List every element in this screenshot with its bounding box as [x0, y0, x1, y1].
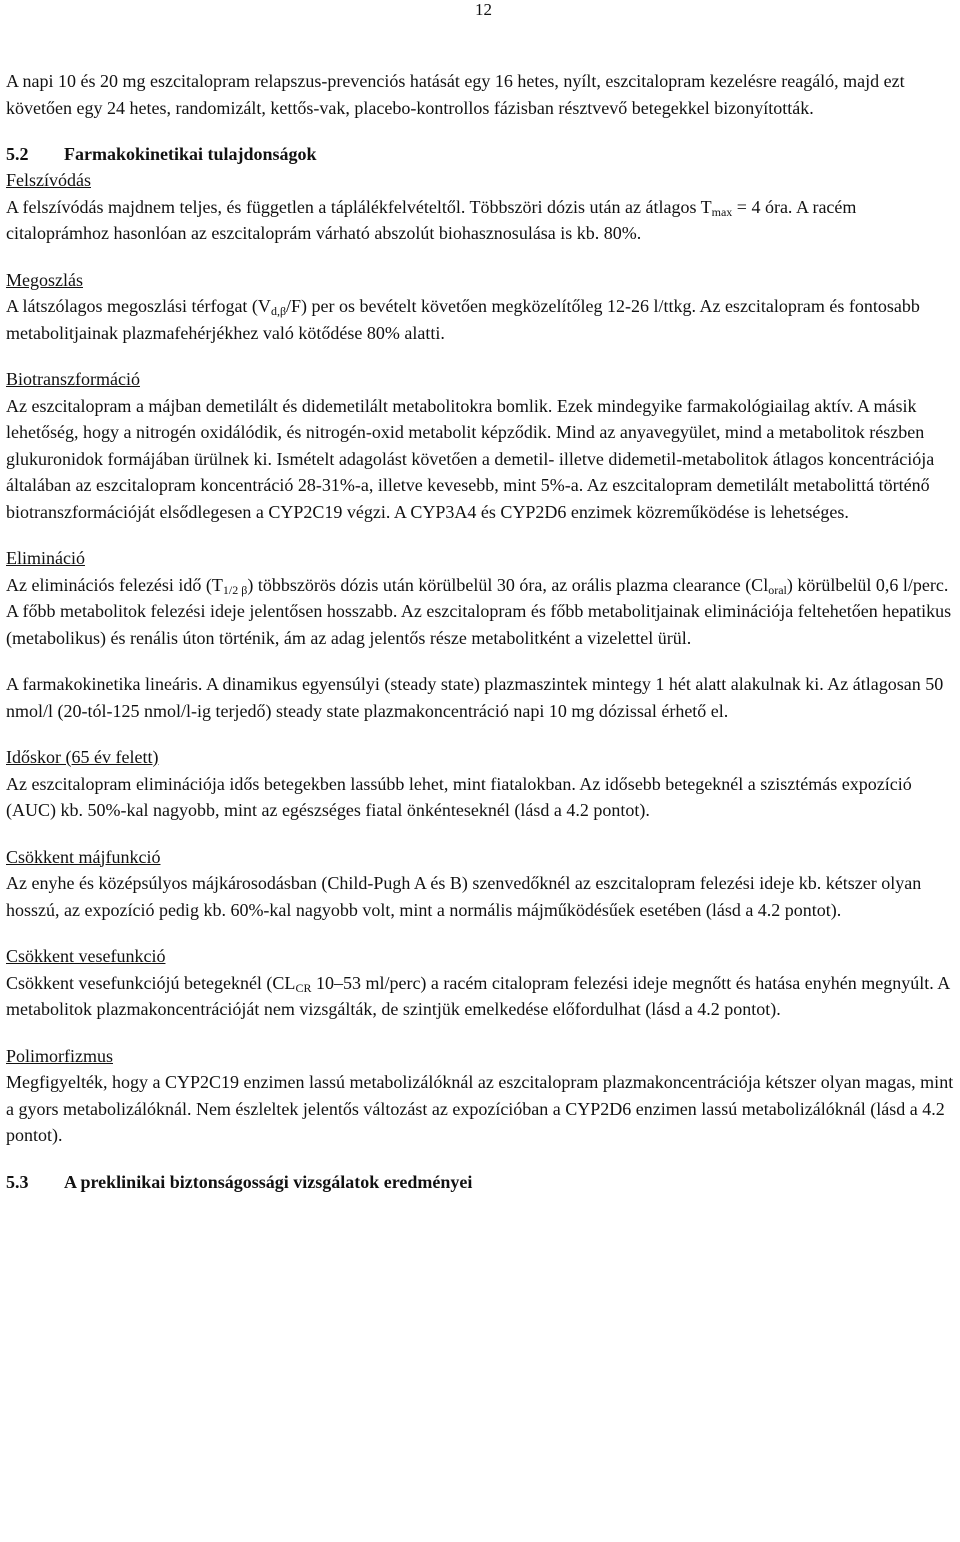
page-number: 12	[475, 0, 492, 19]
renal-text: Csökkent vesefunkciójú betegeknél ($CL_{CR}$ 10–53 ml/perc) a racém citalopram felezési ideje megnőtt és hatása enyhén megnyúlt. A metabolitok plazmakoncentrációját nem vizsgálták, de szintjük emelkedése előfordulhat (lásd a 4.2 pontot).	[6, 972, 950, 1019]
section-5-2-heading	[6, 141, 956, 167]
hepatic-section	[6, 844, 956, 924]
polymorphism-heading: Polimorfizmus	[6, 1045, 113, 1066]
elimination-heading: Elimináció	[6, 548, 85, 568]
biotransformation-text: Az eszcitalopram a májban demetilált és didemetilált metabolitokra bomlik. Ezek mindegyike farmakológiailag aktív. A másik lehetőség, hogy a nitrogén oxidálódik, és nitrogén-oxid metabolit képződik. Mind az anyavegyület, mind a metabolitok részben glukuronidok formájában ürülnek ki. Ismételt adagolást követően a demetil- illetve didemetil-metabolitok átlagos koncentrációja általában az eszcitalopram koncentráció 28-31%-a, illetve kevesebb, mint 5%-a. Az eszcitalopram demetilált metabolittá történő biotranszformációját elsődlegesen a CYP2C19 végzi. A CYP3A4 és CYP2D6 enzimek közreműködése is lehetséges.	[6, 395, 935, 522]
polymorphism-section	[6, 1043, 956, 1149]
absorption-section	[6, 167, 956, 247]
elderly-heading: Időskor (65 év felett)	[6, 747, 159, 767]
distribution-heading: Megoszlás	[6, 269, 83, 290]
hepatic-heading: Csökkent májfunkció	[6, 846, 161, 867]
polymorphism-text: Megfigyelték, hogy a CYP2C19 enzimen lassú metabolizálóknál az eszcitalopram plazmakoncentrációja kétszer olyan magas, mint a gyors metabolizálóknál. Nem észleltek jelentős változást az expozícióban a CYP2D6 enzimen lassú metabolizálóknál (lásd a 4.2 pontot).	[6, 1072, 954, 1145]
renal-heading: Csökkent vesefunkció	[6, 946, 166, 966]
hepatic-text: Az enyhe és középsúlyos májkárosodásban (Child-Pugh A és B) szenvedőknél az eszcitalopram felezési ideje kb. kétszer olyan hosszú, az expozíció pedig kb. 60%-kal nagyobb volt, mint a normális májműködésűek esetében (lásd a 4.2 pontot).	[6, 873, 922, 920]
elimination-section	[6, 545, 956, 651]
section-title: A preklinikai biztonságossági vizsgálatok eredményei	[64, 1171, 473, 1192]
section-5-3-heading	[6, 1169, 956, 1195]
distribution-section	[6, 267, 956, 347]
section-title: Farmakokinetikai tulajdonságok	[64, 144, 317, 164]
linearity-paragraph: A farmakokinetika lineáris. A dinamikus egyensúlyi (steady state) plazmaszintek mintegy 1 hét alatt alakulnak ki. Az átlagosan 50 nmol/l (20-tól-125 nmol/l-ig terjedő) steady state plazmakoncentráció napi 10 mg dózissal érhető el.	[6, 674, 944, 721]
section-number: 5.3	[6, 1171, 29, 1192]
document-body	[6, 68, 956, 1195]
absorption-heading: Felszívódás	[6, 170, 91, 190]
intro-paragraph: A napi 10 és 20 mg eszcitalopram relapszus-prevenciós hatását egy 16 hetes, nyílt, eszcitalopram kezelésre reagáló, majd ezt követően egy 24 hetes, randomizált, kettős-vak, placebo-kontrollos fázisban résztvevő betegekkel bizonyították.	[6, 71, 905, 118]
biotransformation-heading: Biotranszformáció	[6, 369, 140, 389]
renal-section	[6, 943, 956, 1023]
elderly-section	[6, 744, 956, 824]
elderly-text: Az eszcitalopram eliminációja idős betegekben lassúbb lehet, mint fiatalokban. Az idősebb betegeknél a szisztémás expozíció (AUC) kb. 50%-kal nagyobb, mint az egészséges fiatal önkénteseknél (lásd a 4.2 pontot).	[6, 773, 912, 820]
absorption-text: A felszívódás majdnem teljes, és független a táplálékfelvételtől. Többszöri dózis után az átlagos $T_{max} = 4$ óra. A racém citaloprámhoz hasonlóan az eszcitaloprám várható abszolút biohasznosulása is kb. 80%.	[6, 196, 857, 243]
distribution-text: A látszólagos megoszlási térfogat $(V_{d,\beta}/F)$ per os bevételt követően megközelítőleg 12-26 l/ttkg. Az eszcitalopram és fontosabb metabolitjainak plazmafehérjékhez való kötődése 80% alatti.	[6, 296, 920, 343]
section-number: 5.2	[6, 144, 29, 164]
elimination-text: Az eliminációs felezési idő $(T_{1/2 \beta})$ többszörös dózis után körülbelül 30 óra, az orális plazma clearance $(Cl_{oral})$ körülbelül 0,6 l/perc. A főbb metabolitok felezési ideje jelentősen hosszabb. Az eszcitalopram és főbb metabolitjainak eliminációja feltehetően hepatikus (metabolikus) és renális úton történik, ám az adag jelentős része metabolitként a vizelettel ürül.	[6, 574, 952, 648]
biotransformation-section	[6, 366, 956, 525]
